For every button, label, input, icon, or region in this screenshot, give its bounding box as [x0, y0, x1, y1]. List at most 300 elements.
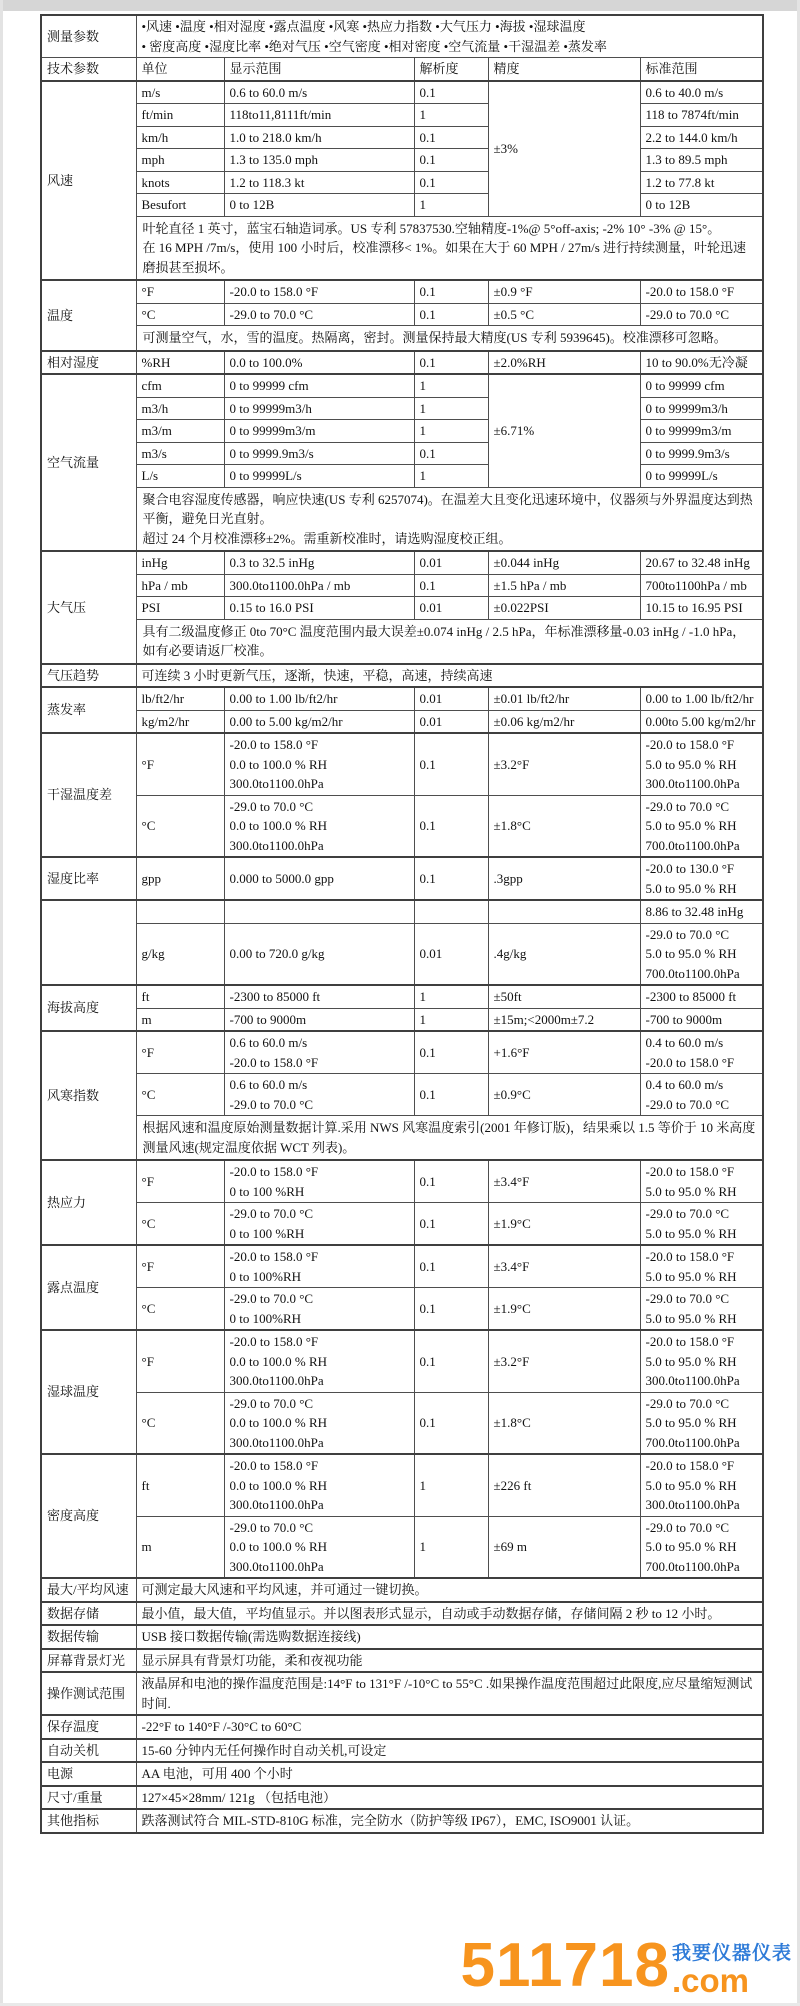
cell-line: 0.6 to 60.0 m/s — [229, 1077, 308, 1092]
standard-range-cell — [640, 597, 763, 620]
resolution-cell: 0.1 — [414, 1245, 488, 1288]
resolution-cell: 0.1 — [414, 171, 488, 194]
section-label: 温度 — [41, 280, 136, 351]
note-paragraph: 在 16 MPH /7m/s，使用 100 小时后，校准漂移< 1%。如果在大于 60 MPH / 27m/s 进行持续测量，叶轮迅速磨损甚至损坏。 — [142, 240, 747, 275]
cell-line: -700 to 9000m — [645, 1011, 723, 1027]
table-row — [41, 1578, 763, 1602]
resolution-cell: 0.1 — [414, 1160, 488, 1203]
cell-line: 1.2 to 77.8 kt — [645, 174, 715, 190]
standard-range-cell — [640, 1245, 763, 1288]
section-label: 操作测试范围 — [41, 1672, 136, 1715]
standard-range-cell — [640, 687, 763, 710]
unit-cell: km/h — [136, 126, 224, 149]
standard-range-cell — [640, 733, 763, 795]
resolution-cell: 0.01 — [414, 597, 488, 620]
standard-range-cell — [640, 1454, 763, 1516]
display-range-cell — [224, 687, 414, 710]
cell-line: 0.00to 5.00 kg/m2/hr — [645, 713, 756, 729]
standard-range-cell — [640, 149, 763, 172]
cell-line: 0.00 to 1.00 lb/ft2/hr — [645, 691, 754, 706]
unit-cell: ft/min — [136, 104, 224, 127]
display-range-cell — [224, 795, 414, 857]
display-range-cell — [224, 923, 414, 985]
cell-line: -20.0 to 158.0 °F — [229, 737, 319, 752]
accuracy-cell: ±69 m — [488, 1516, 640, 1578]
cell-line: 300.0to1100.0hPa — [229, 1373, 324, 1388]
unit-cell: m/s — [136, 81, 224, 104]
standard-range-cell — [640, 923, 763, 985]
resolution-cell: 0.01 — [414, 687, 488, 710]
table-row — [41, 1245, 763, 1288]
resolution-cell: 1 — [414, 397, 488, 420]
left-edge-strip — [0, 0, 3, 2006]
cell-line: 0 to 9999.9m3/s — [645, 445, 730, 461]
section-label: 热应力 — [41, 1160, 136, 1245]
unit-cell: °F — [136, 1330, 224, 1392]
resolution-cell — [414, 900, 488, 923]
resolution-cell: 1 — [414, 465, 488, 488]
unit-cell: Besufort — [136, 194, 224, 217]
table-row — [41, 795, 763, 857]
standard-range-cell — [640, 1392, 763, 1454]
section-label: 数据传输 — [41, 1625, 136, 1649]
table-row — [41, 397, 763, 420]
info-cell: -22°F to 140°F /-30°C to 60°C — [136, 1715, 763, 1739]
standard-range-cell — [640, 1330, 763, 1392]
top-edge-strip — [0, 0, 800, 11]
cell-line: -20.0 to 158.0 °F — [229, 1458, 319, 1473]
cell-line: 0.0 to 100.0 % RH — [229, 1539, 327, 1554]
note-row — [41, 216, 763, 280]
unit-cell: g/kg — [136, 923, 224, 985]
table-row — [41, 1715, 763, 1739]
note-row — [41, 487, 763, 551]
cell-line: 0 to 9999.9m3/s — [229, 445, 314, 461]
accuracy-cell: ±50ft — [488, 985, 640, 1008]
display-range-cell — [224, 1288, 414, 1331]
standard-range-cell — [640, 710, 763, 733]
cell-line: 700to1100hPa / mb — [645, 577, 747, 593]
info-cell: AA 电池，可用 400 个小时 — [136, 1762, 763, 1786]
cell-line: 5.0 to 95.0 % RH — [645, 818, 737, 833]
display-range-cell — [224, 171, 414, 194]
display-range-cell — [224, 1245, 414, 1288]
display-range-cell — [224, 126, 414, 149]
standard-range-cell — [640, 351, 763, 375]
cell-line: -20.0 to 158.0 °F — [229, 284, 319, 299]
resolution-cell: 0.1 — [414, 81, 488, 104]
section-label: 露点温度 — [41, 1245, 136, 1330]
cell-line: 5.0 to 95.0 % RH — [645, 880, 737, 896]
cell-line: 300.0to1100.0hPa — [229, 1497, 324, 1512]
note-paragraph: 可测量空气，水，雪的温度。热隔离，密封。测量保持最大精度(US 专利 5939645)。校准漂移可忽略。 — [142, 330, 727, 345]
display-range-cell — [224, 1008, 414, 1031]
display-range-cell — [224, 351, 414, 375]
accuracy-cell: ±0.022PSI — [488, 597, 640, 620]
standard-range-cell — [640, 900, 763, 923]
accuracy-cell: ±0.5 °C — [488, 303, 640, 326]
accuracy-cell: ±0.9°C — [488, 1074, 640, 1116]
cell-line: -20.0 to 158.0 °F — [645, 1054, 735, 1070]
cell-line: 0 to 99999 cfm — [645, 378, 725, 393]
resolution-cell: 0.1 — [414, 1392, 488, 1454]
logo-domain: .com — [671, 1961, 750, 1999]
standard-range-cell — [640, 397, 763, 420]
info-cell: USB 接口数据传输(需选购数据连接线) — [136, 1625, 763, 1649]
info-cell: 127×45×28mm/ 121g （包括电池） — [136, 1786, 763, 1810]
unit-cell: gpp — [136, 857, 224, 900]
cell-line: 700.0to1100.0hPa — [645, 965, 740, 981]
note-cell — [136, 216, 763, 280]
logo-right-block — [671, 1938, 792, 1999]
unit-cell: °F — [136, 1245, 224, 1288]
resolution-cell: 0.1 — [414, 280, 488, 303]
display-range-cell — [224, 1031, 414, 1074]
cell-line: 5.0 to 95.0 % RH — [645, 1477, 737, 1493]
cell-line: -29.0 to 70.0 °C — [645, 1291, 730, 1306]
logo-slogan: 我要仪器仪表 — [671, 1942, 792, 1964]
cell-line: 8.86 to 32.48 inHg — [645, 904, 744, 919]
cell-line: 118 to 7874ft/min — [645, 107, 739, 122]
table-row — [41, 104, 763, 127]
table-row — [41, 1008, 763, 1031]
cell-line: 5.0 to 95.0 % RH — [645, 946, 737, 961]
section-label: 干湿温度差 — [41, 733, 136, 857]
table-row — [41, 710, 763, 733]
note-paragraph: 具有二级温度修正 0to 70°C 温度范围内最大误差±0.074 inHg / 2.5 hPa，年标准漂移量-0.03 inHg / -1.0 hPa，如有必要请返厂校准。 — [142, 623, 746, 658]
unit-cell: m3/m — [136, 420, 224, 443]
standard-range-cell — [640, 1160, 763, 1203]
standard-range-cell — [640, 857, 763, 900]
site-watermark — [460, 1931, 792, 2001]
cell-line: 0 to 99999m3/m — [645, 423, 732, 438]
standard-range-cell — [640, 420, 763, 443]
cell-line: -2300 to 85000 ft — [645, 989, 737, 1004]
measure-params-cell — [136, 15, 763, 58]
table-row — [41, 1160, 763, 1203]
display-range-cell — [224, 81, 414, 104]
info-cell: 跌落测试符合 MIL-STD-810G 标准，完全防水（防护等级 IP67），EMC, ISO9001 认证。 — [136, 1809, 763, 1833]
standard-range-cell — [640, 1288, 763, 1331]
table-row — [41, 1739, 763, 1763]
section-label: 湿度比率 — [41, 857, 136, 900]
header-cell: 解析度 — [414, 58, 488, 81]
table-row — [41, 81, 763, 104]
cell-line: 5.0 to 95.0 % RH — [645, 756, 737, 772]
cell-line: -20.0 to 158.0 °F — [229, 1164, 319, 1179]
unit-cell: °F — [136, 1160, 224, 1203]
display-range-cell — [224, 1203, 414, 1246]
cell-line: -20.0 to 158.0 °F — [645, 1164, 735, 1179]
unit-cell: m — [136, 1516, 224, 1578]
standard-range-cell — [640, 985, 763, 1008]
cell-line: 118to11,8111ft/min — [229, 107, 332, 122]
accuracy-cell: .4g/kg — [488, 923, 640, 985]
resolution-cell: 0.1 — [414, 574, 488, 597]
section-label: 气压趋势 — [41, 664, 136, 688]
table-row — [41, 923, 763, 985]
table-row — [41, 1288, 763, 1331]
param-label-cell: 测量参数 — [41, 15, 136, 58]
accuracy-cell: ±15m;<2000m±7.2 — [488, 1008, 640, 1031]
cell-line: 300.0to1100.0hPa — [645, 1373, 740, 1388]
cell-line: 0 to 100 %RH — [229, 1183, 305, 1199]
unit-cell: °C — [136, 1288, 224, 1331]
cell-line: 1.3 to 135.0 mph — [229, 152, 318, 167]
resolution-cell: 0.1 — [414, 126, 488, 149]
standard-range-cell — [640, 303, 763, 326]
cell-line: 0 to 100%RH — [229, 1268, 301, 1284]
cell-line: 0 to 100%RH — [229, 1310, 301, 1326]
note-row — [41, 326, 763, 351]
header-cell: 显示范围 — [224, 58, 414, 81]
cell-line: 0 to 99999m3/h — [229, 400, 312, 416]
cell-line: 300.0to1100.0hPa — [229, 1558, 324, 1574]
cell-line: -29.0 to 70.0 °C — [229, 798, 314, 814]
table-row — [41, 351, 763, 375]
cell-line: -29.0 to 70.0 °C — [229, 306, 314, 322]
table-row — [41, 1454, 763, 1516]
display-range-cell — [224, 985, 414, 1008]
unit-cell: hPa / mb — [136, 574, 224, 597]
cell-line: 700.0to1100.0hPa — [645, 1434, 740, 1450]
standard-range-cell — [640, 1031, 763, 1074]
table-row — [41, 1392, 763, 1454]
section-label: 密度高度 — [41, 1454, 136, 1578]
table-row — [41, 900, 763, 923]
table-row — [41, 687, 763, 710]
unit-cell: kg/m2/hr — [136, 710, 224, 733]
resolution-cell: 0.1 — [414, 303, 488, 326]
section-label: 相对湿度 — [41, 351, 136, 375]
standard-range-cell — [640, 1008, 763, 1031]
table-row — [41, 171, 763, 194]
logo-number: 511718 — [460, 1931, 670, 2001]
cell-line: -29.0 to 70.0 °C — [229, 1395, 314, 1411]
note-paragraph: 超过 24 个月校准漂移±2%。需重新校准时，请选购湿度校正组。 — [142, 530, 512, 546]
table-row — [41, 1516, 763, 1578]
accuracy-cell: ±3.2°F — [488, 1330, 640, 1392]
table-row — [41, 1762, 763, 1786]
cell-line: 0.3 to 32.5 inHg — [229, 555, 315, 570]
table-row — [41, 597, 763, 620]
unit-cell: °F — [136, 1031, 224, 1074]
accuracy-cell: ±0.044 inHg — [488, 551, 640, 574]
display-range-cell — [224, 900, 414, 923]
unit-cell: °C — [136, 795, 224, 857]
cell-line: -29.0 to 70.0 °C — [645, 1395, 730, 1411]
cell-line: -29.0 to 70.0 °C — [645, 306, 730, 322]
note-row — [41, 1116, 763, 1161]
header-cell: 单位 — [136, 58, 224, 81]
resolution-cell: 0.01 — [414, 551, 488, 574]
cell-line: 0.0 to 100.0 % RH — [229, 1353, 327, 1369]
accuracy-cell: ±1.5 hPa / mb — [488, 574, 640, 597]
section-label: 电源 — [41, 1762, 136, 1786]
cell-line: 0.0 to 100.0% — [229, 354, 303, 370]
cell-line: 300.0to1100.0hPa — [229, 1434, 324, 1450]
table-row — [41, 1809, 763, 1833]
resolution-cell: 1 — [414, 194, 488, 217]
cell-line: 0 to 99999m3/h — [645, 400, 728, 416]
display-range-cell — [224, 397, 414, 420]
table-row — [41, 857, 763, 900]
note-cell — [136, 619, 763, 664]
standard-range-cell — [640, 1516, 763, 1578]
unit-cell: °F — [136, 733, 224, 795]
unit-cell: m3/s — [136, 442, 224, 465]
table-row — [41, 664, 763, 688]
table-row — [41, 374, 763, 397]
info-cell: 最小值，最大值，平均值显示。并以图表形式显示，自动或手动数据存储，存储间隔 2 秒 to 12 小时。 — [136, 1602, 763, 1626]
cell-line: 5.0 to 95.0 % RH — [645, 1539, 737, 1554]
display-range-cell — [224, 1160, 414, 1203]
table-row — [41, 574, 763, 597]
table-row — [41, 1786, 763, 1810]
unit-cell: m3/h — [136, 397, 224, 420]
table-row — [41, 442, 763, 465]
cell-line: 0.6 to 40.0 m/s — [645, 84, 724, 100]
cell-line: 1.2 to 118.3 kt — [229, 174, 305, 190]
resolution-cell: 1 — [414, 104, 488, 127]
unit-cell: ft — [136, 1454, 224, 1516]
section-label: 保存温度 — [41, 1715, 136, 1739]
section-label: 其他指标 — [41, 1809, 136, 1833]
standard-range-cell — [640, 574, 763, 597]
section-label: 蒸发率 — [41, 687, 136, 733]
table-row — [41, 1649, 763, 1673]
section-label: 数据存储 — [41, 1602, 136, 1626]
display-range-cell — [224, 574, 414, 597]
cell-line: 5.0 to 95.0 % RH — [645, 1353, 737, 1369]
cell-line: -29.0 to 70.0 °C — [645, 798, 730, 814]
cell-line: -29.0 to 70.0 °C — [645, 1206, 730, 1221]
cell-line: -20.0 to 158.0 °F — [645, 284, 735, 299]
unit-cell: L/s — [136, 465, 224, 488]
cell-line: 0.000 to 5000.0 gpp — [229, 870, 334, 886]
cell-line: -29.0 to 70.0 °C — [645, 1096, 730, 1112]
header-cell: 精度 — [488, 58, 640, 81]
display-range-cell — [224, 149, 414, 172]
cell-line: 1.0 to 218.0 km/h — [229, 129, 322, 145]
note-paragraph: 根据风速和温度原始测量数据计算.采用 NWS 风寒温度索引(2001 年修订版)，结果乘以 1.5 等价于 10 米高度测量风速(规定温度依据 WCT 列表)。 — [142, 1120, 756, 1155]
resolution-cell: 0.1 — [414, 351, 488, 375]
cell-line: -20.0 to 158.0 °F — [645, 1249, 735, 1264]
display-range-cell — [224, 857, 414, 900]
section-label: 海拔高度 — [41, 985, 136, 1031]
accuracy-cell: ±226 ft — [488, 1454, 640, 1516]
cell-line: 0 to 12B — [645, 197, 691, 212]
unit-cell: °C — [136, 303, 224, 326]
cell-line: • 密度高度 •湿度比率 •绝对气压 •空气密度 •相对密度 •空气流量 •干湿温差 •蒸发率 — [141, 38, 607, 54]
section-label: 湿球温度 — [41, 1330, 136, 1454]
display-range-cell — [224, 194, 414, 217]
cell-line: -29.0 to 70.0 °C — [229, 1206, 314, 1221]
resolution-cell: 0.1 — [414, 1288, 488, 1331]
table-row — [41, 1672, 763, 1715]
display-range-cell — [224, 1330, 414, 1392]
display-range-cell — [224, 1516, 414, 1578]
cell-line: -20.0 to 158.0 °F — [645, 1458, 735, 1473]
unit-cell: m — [136, 1008, 224, 1031]
table-row — [41, 15, 763, 58]
section-label: 最大/平均风速 — [41, 1578, 136, 1602]
cell-line: 0.00 to 720.0 g/kg — [229, 946, 325, 961]
unit-cell — [136, 900, 224, 923]
display-range-cell — [224, 442, 414, 465]
cell-line: -29.0 to 70.0 °C — [229, 1519, 314, 1535]
unit-cell: mph — [136, 149, 224, 172]
accuracy-cell — [488, 900, 640, 923]
table-row — [41, 303, 763, 326]
accuracy-cell: ±3% — [488, 81, 640, 217]
accuracy-cell: ±0.06 kg/m2/hr — [488, 710, 640, 733]
accuracy-cell: ±1.8°C — [488, 795, 640, 857]
section-label: 风速 — [41, 81, 136, 281]
table-row — [41, 985, 763, 1008]
resolution-cell: 0.1 — [414, 149, 488, 172]
standard-range-cell — [640, 1203, 763, 1246]
table-row — [41, 1203, 763, 1246]
cell-line: 0 to 99999L/s — [645, 468, 718, 483]
cell-line: 0.0 to 100.0 % RH — [229, 1415, 327, 1430]
resolution-cell: 0.01 — [414, 710, 488, 733]
table-row — [41, 551, 763, 574]
table-row — [41, 1074, 763, 1116]
cell-line: 0 to 100 %RH — [229, 1225, 305, 1241]
display-range-cell — [224, 465, 414, 488]
cell-line: -20.0 to 158.0 °F — [645, 1334, 735, 1349]
unit-cell: °C — [136, 1203, 224, 1246]
spec-table — [40, 14, 764, 1834]
cell-line: 2.2 to 144.0 km/h — [645, 129, 738, 145]
cell-line: •风速 •温度 •相对湿度 •露点温度 •风寒 •热应力指数 •大气压力 •海拔 •湿球温度 — [141, 19, 586, 34]
cell-line: 0 to 99999 cfm — [229, 378, 309, 393]
unit-cell: inHg — [136, 551, 224, 574]
cell-line: 700.0to1100.0hPa — [645, 1558, 740, 1574]
accuracy-cell: ±1.8°C — [488, 1392, 640, 1454]
table-row — [41, 465, 763, 488]
accuracy-cell: ±0.9 °F — [488, 280, 640, 303]
table-row — [41, 1602, 763, 1626]
cell-line: 10.15 to 16.95 PSI — [645, 600, 743, 615]
resolution-cell: 0.1 — [414, 1074, 488, 1116]
standard-range-cell — [640, 465, 763, 488]
cell-line: 5.0 to 95.0 % RH — [645, 1183, 737, 1199]
accuracy-cell: .3gpp — [488, 857, 640, 900]
resolution-cell: 0.1 — [414, 857, 488, 900]
display-range-cell — [224, 104, 414, 127]
display-range-cell — [224, 303, 414, 326]
standard-range-cell — [640, 171, 763, 194]
standard-range-cell — [640, 795, 763, 857]
accuracy-cell: +1.6°F — [488, 1031, 640, 1074]
cell-line: -20.0 to 158.0 °F — [229, 1054, 319, 1070]
info-cell: 15-60 分钟内无任何操作时自动关机,可设定 — [136, 1739, 763, 1763]
note-cell — [136, 1116, 763, 1161]
standard-range-cell — [640, 551, 763, 574]
note-cell — [136, 326, 763, 351]
cell-line: 0.4 to 60.0 m/s — [645, 1035, 724, 1050]
table-row — [41, 1625, 763, 1649]
standard-range-cell — [640, 1074, 763, 1116]
standard-range-cell — [640, 126, 763, 149]
info-cell: 可测定最大风速和平均风速，并可通过一键切换。 — [136, 1578, 763, 1602]
section-label: 大气压 — [41, 551, 136, 664]
unit-cell: °F — [136, 280, 224, 303]
resolution-cell: 1 — [414, 420, 488, 443]
standard-range-cell — [640, 442, 763, 465]
